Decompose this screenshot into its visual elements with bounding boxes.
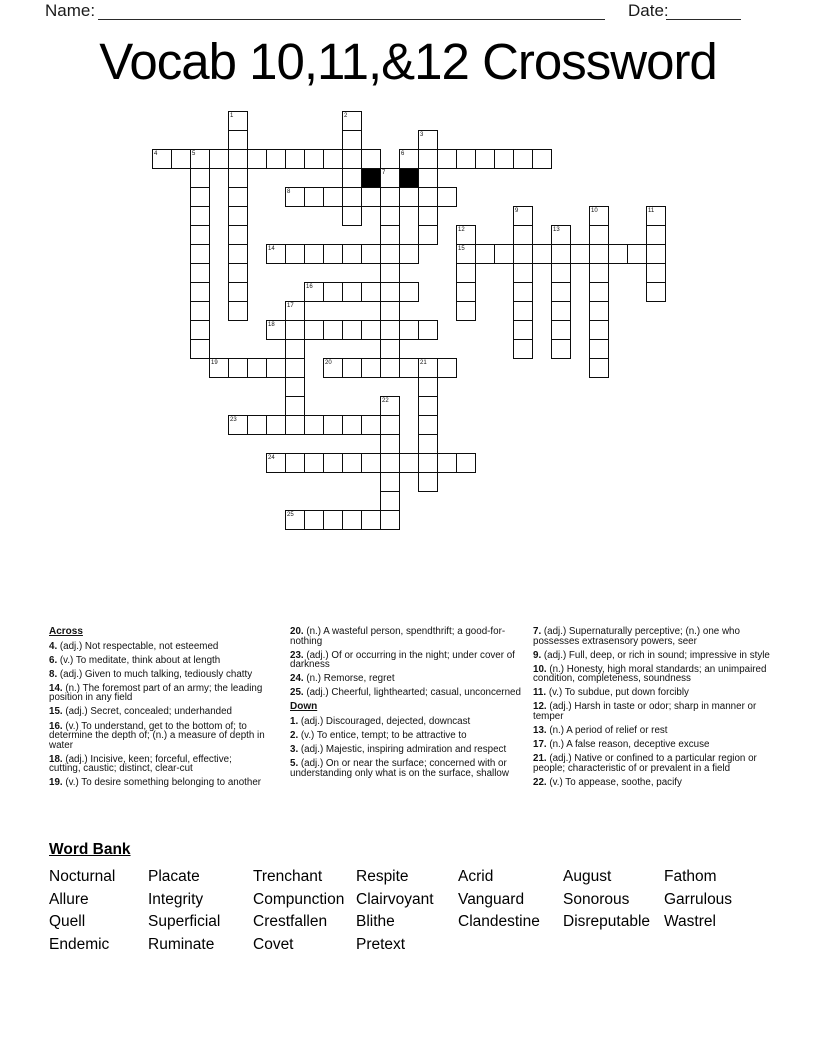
grid-number: 12 — [458, 226, 465, 233]
grid-cell[interactable] — [418, 168, 438, 188]
grid-cell[interactable] — [323, 453, 343, 473]
page-title: Vocab 10,11,&12 Crossword — [99, 33, 717, 90]
grid-cell[interactable] — [589, 225, 609, 245]
clue-item: 12. (adj.) Harsh in taste or odor; sharp in manner or temper — [533, 701, 757, 722]
grid-cell[interactable] — [228, 244, 248, 264]
clue-item: 5. (adj.) On or near the surface; concerned with or understanding only what is on the surface, shallow — [290, 758, 509, 779]
word-bank-item: Placate — [148, 868, 200, 885]
grid-number: 10 — [591, 207, 598, 214]
grid-cell[interactable] — [456, 149, 476, 169]
grid-cell[interactable] — [342, 320, 362, 340]
grid-cell[interactable] — [399, 244, 419, 264]
clue-item: 21. (adj.) Native or confined to a particular region or people; characteristic of or prevalent in a field — [533, 753, 757, 774]
grid-number: 6 — [401, 150, 405, 157]
word-bank-item: Clairvoyant — [356, 890, 434, 908]
grid-cell[interactable] — [380, 358, 400, 378]
grid-number: 20 — [325, 359, 332, 366]
grid-cell[interactable] — [646, 244, 666, 264]
grid-cell[interactable] — [171, 149, 191, 169]
grid-cell[interactable] — [399, 187, 419, 207]
grid-cell[interactable] — [342, 244, 362, 264]
grid-cell[interactable] — [513, 282, 533, 302]
grid-cell[interactable] — [646, 282, 666, 302]
word-bank-item: Clandestine — [458, 913, 540, 931]
clue-item: 8. (adj.) Given to much talking, tediously chatty — [49, 668, 253, 680]
grid-cell[interactable] — [418, 187, 438, 207]
grid-cell[interactable] — [247, 358, 267, 378]
clue-item: 24. (n.) Remorse, regret — [290, 673, 395, 685]
word-bank-item: Ruminate — [148, 935, 215, 953]
grid-cell[interactable] — [304, 187, 324, 207]
grid-cell[interactable] — [532, 244, 552, 264]
grid-cell[interactable] — [456, 282, 476, 302]
grid-cell[interactable] — [513, 301, 533, 321]
grid-cell[interactable] — [190, 320, 210, 340]
grid-cell[interactable] — [380, 320, 400, 340]
grid-cell[interactable] — [418, 206, 438, 226]
grid-cell[interactable] — [228, 358, 248, 378]
word-bank-item: Covet — [253, 935, 294, 953]
grid-number: 1 — [230, 112, 234, 119]
grid-cell[interactable] — [285, 453, 305, 473]
grid-cell[interactable] — [380, 491, 400, 511]
grid-cell[interactable] — [380, 225, 400, 245]
clue-item: 2. (v.) To entice, tempt; to be attractive to — [290, 730, 467, 742]
grid-cell[interactable] — [456, 453, 476, 473]
grid-cell[interactable] — [380, 301, 400, 321]
grid-number: 4 — [154, 150, 158, 157]
word-bank-item: Compunction — [253, 890, 345, 908]
grid-cell[interactable] — [589, 320, 609, 340]
clue-item: 14. (n.) The foremost part of an army; the leading position in any field — [49, 682, 263, 704]
grid-cell[interactable] — [380, 263, 400, 283]
word-bank-item: Acrid — [458, 868, 494, 885]
word-bank-item: Pretext — [356, 935, 406, 953]
grid-cell[interactable] — [323, 282, 343, 302]
grid-cell[interactable] — [380, 434, 400, 454]
word-bank-item: Nocturnal — [49, 868, 116, 885]
grid-cell[interactable] — [646, 263, 666, 283]
grid-cell[interactable] — [437, 453, 457, 473]
grid-cell[interactable] — [437, 187, 457, 207]
grid-number: 22 — [382, 397, 389, 404]
grid-cell[interactable] — [342, 206, 362, 226]
grid-cell[interactable] — [418, 149, 438, 169]
grid-cell[interactable] — [342, 282, 362, 302]
word-bank-item: Allure — [49, 890, 89, 908]
clue-item: 19. (v.) To desire something belonging to another — [49, 777, 262, 789]
word-bank-item: Sonorous — [563, 890, 630, 908]
clue-item: 3. (adj.) Majestic, inspiring admiration and respect — [290, 744, 507, 756]
grid-cell[interactable] — [323, 244, 343, 264]
grid-cell-black — [361, 168, 381, 188]
clue-item: 13. (n.) A period of relief or rest — [533, 724, 668, 736]
grid-cell[interactable] — [380, 415, 400, 435]
grid-number: 19 — [211, 359, 218, 366]
grid-cell[interactable] — [190, 187, 210, 207]
grid-number: 17 — [287, 302, 294, 309]
grid-cell[interactable] — [589, 301, 609, 321]
grid-cell[interactable] — [323, 149, 343, 169]
clue-item: 1. (adj.) Discouraged, dejected, downcast — [290, 715, 471, 727]
grid-number: 9 — [515, 207, 519, 214]
grid-cell[interactable] — [475, 244, 495, 264]
grid-cell[interactable] — [380, 244, 400, 264]
grid-cell[interactable] — [589, 244, 609, 264]
clue-item: 7. (adj.) Supernaturally perceptive; (n.) one who possesses extrasensory powers, seer — [533, 626, 740, 647]
grid-cell[interactable] — [361, 149, 381, 169]
grid-cell[interactable] — [380, 339, 400, 359]
grid-cell[interactable] — [190, 301, 210, 321]
grid-cell[interactable] — [532, 149, 552, 169]
grid-cell[interactable] — [285, 358, 305, 378]
grid-cell[interactable] — [266, 149, 286, 169]
word-bank-item: Garrulous — [664, 890, 733, 908]
grid-cell[interactable] — [323, 320, 343, 340]
grid-cell[interactable] — [418, 453, 438, 473]
word-bank-item: Fathom — [664, 868, 717, 885]
grid-cell[interactable] — [513, 244, 533, 264]
grid-cell[interactable] — [285, 415, 305, 435]
grid-cell[interactable] — [589, 282, 609, 302]
grid-cell[interactable] — [228, 301, 248, 321]
clue-item: 18. (adj.) Incisive, keen; forceful, effective; cutting, caustic; distinct, clear-cut — [49, 753, 232, 775]
word-bank-item: Wastrel — [664, 913, 716, 931]
word-bank-item: Quell — [49, 913, 86, 931]
grid-cell[interactable] — [247, 415, 267, 435]
grid-cell[interactable] — [361, 510, 381, 530]
grid-cell[interactable] — [304, 320, 324, 340]
name-label: Name: — [45, 1, 96, 20]
grid-cell[interactable] — [361, 415, 381, 435]
grid-cell[interactable] — [342, 453, 362, 473]
grid-number: 18 — [268, 321, 275, 328]
clues-column-across — [49, 627, 265, 792]
grid-cell[interactable] — [190, 206, 210, 226]
grid-cell[interactable] — [551, 282, 571, 302]
grid-cell[interactable] — [513, 225, 533, 245]
grid-cell[interactable] — [190, 244, 210, 264]
grid-cell[interactable] — [551, 244, 571, 264]
grid-cell[interactable] — [456, 301, 476, 321]
grid-cell[interactable] — [456, 263, 476, 283]
grid-number: 11 — [648, 207, 655, 214]
word-bank-item: Crestfallen — [253, 913, 328, 931]
grid-cell[interactable] — [513, 149, 533, 169]
grid-cell[interactable] — [551, 263, 571, 283]
word-bank-item: Trenchant — [253, 868, 323, 885]
word-bank-item: Disreputable — [563, 913, 651, 931]
clue-item: 10. (n.) Honesty, high moral standards; an unimpaired condition, completeness, soundness — [533, 663, 767, 685]
grid-cell[interactable] — [285, 149, 305, 169]
grid-cell[interactable] — [266, 415, 286, 435]
grid-cell[interactable] — [361, 358, 381, 378]
grid-number: 16 — [306, 283, 313, 290]
grid-cell[interactable] — [266, 358, 286, 378]
grid-cell[interactable] — [361, 453, 381, 473]
word-bank-grid — [49, 866, 754, 956]
grid-number: 13 — [553, 226, 560, 233]
grid-cell[interactable] — [228, 130, 248, 150]
grid-cell[interactable] — [380, 206, 400, 226]
grid-cell[interactable] — [513, 339, 533, 359]
grid-cell[interactable] — [589, 263, 609, 283]
clues-column-down — [533, 627, 785, 792]
grid-cell[interactable] — [513, 320, 533, 340]
grid-cell[interactable] — [513, 263, 533, 283]
grid-cell[interactable] — [570, 244, 590, 264]
clue-item: 9. (adj.) Full, deep, or rich in sound; impressive in style — [533, 649, 770, 661]
grid-number: 3 — [420, 131, 424, 138]
grid-cell[interactable] — [399, 320, 419, 340]
grid-cell[interactable] — [342, 415, 362, 435]
grid-cell[interactable] — [304, 415, 324, 435]
grid-cell[interactable] — [399, 282, 419, 302]
word-bank-item: Endemic — [49, 935, 110, 953]
word-bank-item: Integrity — [148, 890, 204, 908]
clue-list-heading: Down — [290, 701, 318, 713]
date-label: Date: — [628, 1, 669, 20]
grid-cell[interactable] — [380, 453, 400, 473]
grid-cell[interactable] — [285, 377, 305, 397]
grid-number: 23 — [230, 416, 237, 423]
word-bank-item: Blithe — [356, 913, 395, 931]
grid-cell[interactable] — [646, 225, 666, 245]
clue-item: 17. (n.) A false reason, deceptive excuse — [533, 739, 710, 751]
grid-cell[interactable] — [380, 510, 400, 530]
clue-item: 25. (adj.) Cheerful, lighthearted; casual, unconcerned — [290, 687, 521, 699]
grid-cell[interactable] — [228, 282, 248, 302]
grid-cell[interactable] — [228, 263, 248, 283]
grid-cell[interactable] — [399, 453, 419, 473]
grid-number: 24 — [268, 454, 275, 461]
grid-cell[interactable] — [418, 396, 438, 416]
grid-cell[interactable] — [190, 225, 210, 245]
grid-cell[interactable] — [608, 244, 628, 264]
word-bank-item: Respite — [356, 868, 409, 885]
grid-cell[interactable] — [475, 149, 495, 169]
grid-cell[interactable] — [228, 225, 248, 245]
grid-cell[interactable] — [209, 149, 229, 169]
clue-item: 15. (adj.) Secret, concealed; underhanded — [49, 706, 233, 718]
clue-item: 4. (adj.) Not respectable, not esteemed — [49, 640, 219, 652]
grid-cell[interactable] — [418, 377, 438, 397]
grid-number: 21 — [420, 359, 427, 366]
grid-cell[interactable] — [190, 282, 210, 302]
grid-number: 7 — [382, 169, 386, 176]
grid-cell[interactable] — [551, 301, 571, 321]
grid-cell[interactable] — [304, 149, 324, 169]
grid-cell[interactable] — [285, 244, 305, 264]
grid-cell[interactable] — [228, 168, 248, 188]
date-fill-line — [666, 19, 741, 20]
grid-cell[interactable] — [494, 149, 514, 169]
grid-cell[interactable] — [190, 339, 210, 359]
grid-cell[interactable] — [361, 187, 381, 207]
word-bank-item: Vanguard — [458, 890, 525, 908]
grid-cell-black — [399, 168, 419, 188]
grid-cell[interactable] — [304, 244, 324, 264]
grid-cell[interactable] — [285, 320, 305, 340]
grid-cell[interactable] — [361, 282, 381, 302]
clues-column-middle — [290, 627, 535, 783]
grid-cell[interactable] — [418, 415, 438, 435]
grid-cell[interactable] — [323, 510, 343, 530]
grid-number: 25 — [287, 511, 294, 518]
grid-cell[interactable] — [418, 434, 438, 454]
grid-cell[interactable] — [361, 244, 381, 264]
grid-cell[interactable] — [589, 358, 609, 378]
grid-cell[interactable] — [285, 339, 305, 359]
grid-cell[interactable] — [342, 358, 362, 378]
grid-cell[interactable] — [418, 320, 438, 340]
name-fill-line — [98, 19, 605, 20]
grid-number: 5 — [192, 150, 196, 157]
grid-cell[interactable] — [437, 358, 457, 378]
clue-item: 23. (adj.) Of or occurring in the night; under cover of darkness — [290, 649, 515, 671]
clue-item: 16. (v.) To understand, get to the bottom of; to determine the depth of; (n.) a measure of depth in water — [49, 720, 265, 751]
crossword-grid — [152, 111, 667, 531]
grid-cell[interactable] — [437, 149, 457, 169]
grid-cell[interactable] — [228, 149, 248, 169]
grid-cell[interactable] — [342, 510, 362, 530]
grid-cell[interactable] — [627, 244, 647, 264]
grid-cell[interactable] — [228, 206, 248, 226]
grid-cell[interactable] — [494, 244, 514, 264]
grid-number: 2 — [344, 112, 348, 119]
grid-cell[interactable] — [342, 149, 362, 169]
word-bank — [49, 841, 754, 956]
grid-cell[interactable] — [418, 225, 438, 245]
grid-cell[interactable] — [228, 187, 248, 207]
grid-cell[interactable] — [342, 168, 362, 188]
grid-cell[interactable] — [380, 472, 400, 492]
grid-number: 14 — [268, 245, 275, 252]
clue-item: 22. (v.) To appease, soothe, pacify — [533, 776, 682, 788]
grid-cell[interactable] — [285, 396, 305, 416]
clue-item: 20. (n.) A wasteful person, spendthrift; a good-for-nothing — [290, 626, 506, 647]
grid-cell[interactable] — [190, 263, 210, 283]
clue-item: 6. (v.) To meditate, think about at length — [49, 654, 221, 666]
word-bank-item: Superficial — [148, 913, 221, 931]
grid-cell[interactable] — [304, 510, 324, 530]
grid-cell[interactable] — [342, 187, 362, 207]
word-bank-heading: Word Bank — [49, 841, 131, 858]
grid-cell[interactable] — [361, 320, 381, 340]
clue-item: 11. (v.) To subdue, put down forcibly — [533, 687, 689, 699]
grid-cell[interactable] — [380, 187, 400, 207]
grid-cell[interactable] — [551, 339, 571, 359]
grid-cell[interactable] — [551, 320, 571, 340]
grid-cell[interactable] — [247, 149, 267, 169]
grid-cell[interactable] — [304, 453, 324, 473]
grid-cell[interactable] — [399, 358, 419, 378]
grid-cell[interactable] — [380, 282, 400, 302]
word-bank-item: August — [563, 868, 612, 885]
grid-cell[interactable] — [323, 187, 343, 207]
grid-cell[interactable] — [342, 130, 362, 150]
grid-cell[interactable] — [323, 415, 343, 435]
grid-cell[interactable] — [190, 168, 210, 188]
grid-number: 8 — [287, 188, 291, 195]
grid-cell[interactable] — [589, 339, 609, 359]
clue-list-heading: Across — [49, 626, 83, 637]
grid-number: 15 — [458, 245, 465, 252]
grid-cell[interactable] — [418, 472, 438, 492]
